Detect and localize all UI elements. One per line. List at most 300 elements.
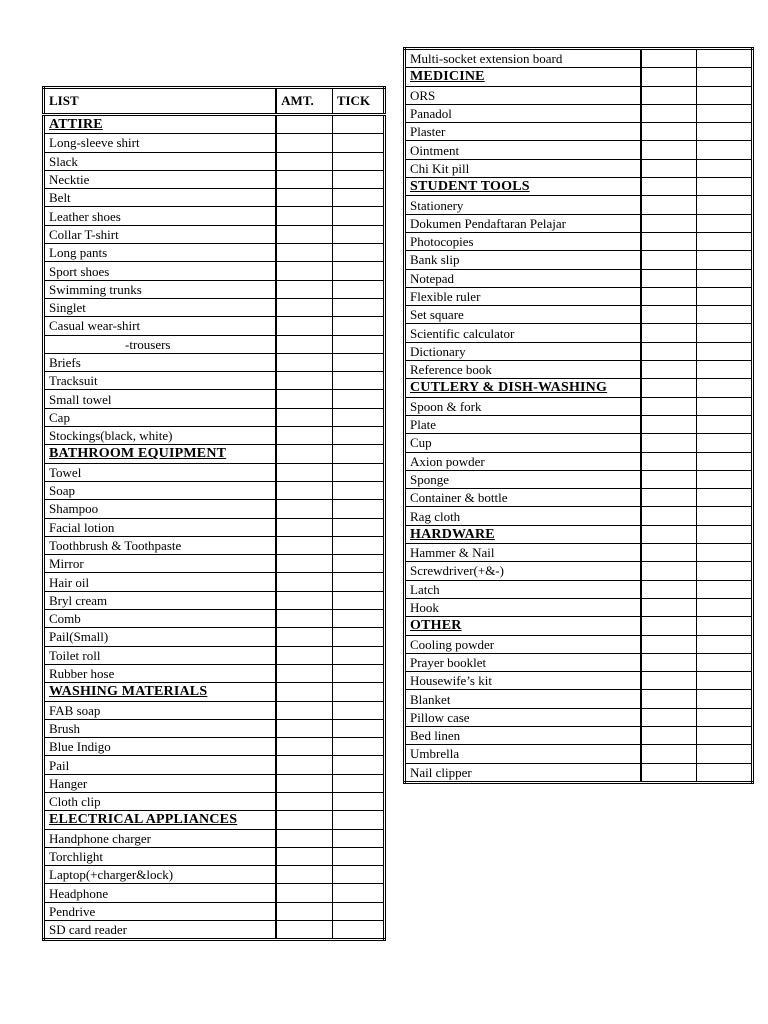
section-label: CUTLERY & DISH-WASHING: [405, 379, 641, 397]
tick-cell[interactable]: [697, 159, 753, 177]
item-row: [405, 507, 753, 525]
tick-cell[interactable]: [332, 189, 384, 207]
amount-cell[interactable]: [641, 159, 697, 177]
tick-cell[interactable]: [332, 847, 384, 865]
item-row: [405, 745, 753, 763]
tick-cell[interactable]: [697, 251, 753, 269]
amount-cell[interactable]: [641, 580, 697, 598]
item-label: Laptop(+charger&lock): [44, 866, 277, 884]
amount-cell[interactable]: [276, 280, 332, 298]
section-header-row: [44, 811, 385, 829]
amount-cell[interactable]: [641, 708, 697, 726]
item-row: [405, 763, 753, 782]
amount-cell[interactable]: [641, 672, 697, 690]
item-row: [405, 342, 753, 360]
item-row: [405, 159, 753, 177]
item-label: Long pants: [44, 244, 277, 262]
amount-cell[interactable]: [276, 408, 332, 426]
amount-cell[interactable]: [641, 544, 697, 562]
amount-cell[interactable]: [276, 591, 332, 609]
item-label: Leather shoes: [44, 207, 277, 225]
amount-cell[interactable]: [276, 244, 332, 262]
tick-cell[interactable]: [697, 708, 753, 726]
amount-cell[interactable]: [276, 463, 332, 481]
amount-cell[interactable]: [641, 68, 697, 86]
amount-cell[interactable]: [641, 562, 697, 580]
amount-cell[interactable]: [641, 726, 697, 744]
amount-cell[interactable]: [276, 390, 332, 408]
item-row: [44, 701, 385, 719]
tick-cell[interactable]: [332, 207, 384, 225]
amount-cell[interactable]: [641, 178, 697, 196]
item-row: [44, 518, 385, 536]
amount-cell[interactable]: [276, 207, 332, 225]
item-row: [44, 646, 385, 664]
tick-cell[interactable]: [332, 170, 384, 188]
item-row: [44, 170, 385, 188]
amount-cell[interactable]: [641, 251, 697, 269]
item-row: [44, 372, 385, 390]
section-label: HARDWARE: [405, 525, 641, 543]
tick-cell[interactable]: [332, 811, 384, 829]
item-label: Umbrella: [405, 745, 641, 763]
tick-cell[interactable]: [332, 335, 384, 353]
tick-cell[interactable]: [697, 745, 753, 763]
section-header-row: [405, 68, 753, 86]
amount-cell[interactable]: [276, 500, 332, 518]
tick-cell[interactable]: [332, 317, 384, 335]
item-label: Reference book: [405, 361, 641, 379]
section-header-row: [405, 617, 753, 635]
tick-cell[interactable]: [332, 829, 384, 847]
item-row: [44, 610, 385, 628]
tick-cell[interactable]: [697, 361, 753, 379]
item-label: Rag cloth: [405, 507, 641, 525]
amount-cell[interactable]: [276, 683, 332, 701]
tick-cell[interactable]: [332, 481, 384, 499]
tick-cell[interactable]: [332, 134, 384, 152]
section-label: STUDENT TOOLS: [405, 178, 641, 196]
section-header-row: [44, 115, 385, 134]
tick-cell[interactable]: [332, 262, 384, 280]
tick-cell[interactable]: [697, 397, 753, 415]
amount-cell[interactable]: [641, 123, 697, 141]
tick-cell[interactable]: [697, 544, 753, 562]
amount-cell[interactable]: [641, 745, 697, 763]
item-label: Flexible ruler: [405, 287, 641, 305]
item-label: Hanger: [44, 774, 277, 792]
tick-cell[interactable]: [697, 580, 753, 598]
amount-cell[interactable]: [641, 141, 697, 159]
tick-cell[interactable]: [697, 141, 753, 159]
tick-cell[interactable]: [332, 152, 384, 170]
item-row: [405, 708, 753, 726]
item-row: [405, 562, 753, 580]
tick-cell[interactable]: [697, 470, 753, 488]
item-label: Small towel: [44, 390, 277, 408]
amount-cell[interactable]: [641, 49, 697, 68]
amount-cell[interactable]: [276, 738, 332, 756]
item-label: Stationery: [405, 196, 641, 214]
tick-cell[interactable]: [332, 280, 384, 298]
item-row: [405, 361, 753, 379]
amount-cell[interactable]: [276, 774, 332, 792]
tick-cell[interactable]: [697, 324, 753, 342]
amount-cell[interactable]: [641, 452, 697, 470]
item-row: [405, 635, 753, 653]
tick-cell[interactable]: [332, 372, 384, 390]
amount-cell[interactable]: [641, 287, 697, 305]
amount-cell[interactable]: [276, 646, 332, 664]
item-label: Notepad: [405, 269, 641, 287]
item-row: [405, 415, 753, 433]
item-label: Headphone: [44, 884, 277, 902]
amount-cell[interactable]: [276, 847, 332, 865]
item-label: Axion powder: [405, 452, 641, 470]
item-row: [405, 287, 753, 305]
tick-cell[interactable]: [697, 672, 753, 690]
item-row: [405, 324, 753, 342]
tick-cell[interactable]: [332, 774, 384, 792]
item-row: [44, 628, 385, 646]
item-label: Towel: [44, 463, 277, 481]
item-row: [405, 434, 753, 452]
tick-cell[interactable]: [332, 591, 384, 609]
amount-cell[interactable]: [641, 598, 697, 616]
item-label: Toilet roll: [44, 646, 277, 664]
item-row: [44, 152, 385, 170]
amount-cell[interactable]: [641, 489, 697, 507]
left-checklist-table: [42, 86, 386, 941]
item-label: Cloth clip: [44, 792, 277, 810]
item-row: [44, 902, 385, 920]
amount-cell[interactable]: [641, 379, 697, 397]
tick-cell[interactable]: [332, 792, 384, 810]
tick-cell[interactable]: [697, 269, 753, 287]
tick-cell[interactable]: [332, 921, 384, 940]
tick-cell[interactable]: [332, 701, 384, 719]
section-header-row: [44, 683, 385, 701]
tick-cell[interactable]: [332, 353, 384, 371]
tick-cell[interactable]: [697, 653, 753, 671]
item-label: Brush: [44, 719, 277, 737]
amount-cell[interactable]: [276, 628, 332, 646]
amount-cell[interactable]: [276, 353, 332, 371]
item-label: Hammer & Nail: [405, 544, 641, 562]
amount-cell[interactable]: [641, 232, 697, 250]
item-row: [405, 123, 753, 141]
header-cell-amt: AMT.: [276, 88, 332, 115]
item-row: [405, 489, 753, 507]
tick-cell[interactable]: [332, 463, 384, 481]
item-row: [405, 690, 753, 708]
item-label: Casual wear-shirt: [44, 317, 277, 335]
tick-cell[interactable]: [697, 104, 753, 122]
tick-cell[interactable]: [332, 408, 384, 426]
item-label: Shampoo: [44, 500, 277, 518]
section-header-row: [405, 178, 753, 196]
item-label: Container & bottle: [405, 489, 641, 507]
section-header-row: [405, 525, 753, 543]
tick-cell[interactable]: [332, 610, 384, 628]
item-label: Comb: [44, 610, 277, 628]
tick-cell[interactable]: [332, 518, 384, 536]
item-label: Swimming trunks: [44, 280, 277, 298]
item-label: Plaster: [405, 123, 641, 141]
item-row: [44, 207, 385, 225]
tick-cell[interactable]: [697, 562, 753, 580]
amount-cell[interactable]: [276, 701, 332, 719]
amount-cell[interactable]: [276, 829, 332, 847]
tick-cell[interactable]: [332, 628, 384, 646]
item-label: Cup: [405, 434, 641, 452]
amount-cell[interactable]: [641, 434, 697, 452]
amount-cell[interactable]: [641, 397, 697, 415]
item-label: Screwdriver(+&-): [405, 562, 641, 580]
item-row: [405, 49, 753, 68]
item-label: Hook: [405, 598, 641, 616]
item-row: [405, 141, 753, 159]
tick-cell[interactable]: [697, 306, 753, 324]
item-row: [44, 481, 385, 499]
item-row: [44, 298, 385, 316]
amount-cell[interactable]: [641, 306, 697, 324]
item-label: Bryl cream: [44, 591, 277, 609]
tick-cell[interactable]: [332, 646, 384, 664]
amount-cell[interactable]: [641, 635, 697, 653]
tick-cell[interactable]: [332, 445, 384, 463]
item-label: Briefs: [44, 353, 277, 371]
amount-cell[interactable]: [641, 415, 697, 433]
amount-cell[interactable]: [276, 719, 332, 737]
amount-cell[interactable]: [276, 445, 332, 463]
item-row: [405, 598, 753, 616]
tick-cell[interactable]: [697, 763, 753, 782]
amount-cell[interactable]: [641, 763, 697, 782]
amount-cell[interactable]: [276, 170, 332, 188]
item-label: Blue Indigo: [44, 738, 277, 756]
section-label: MEDICINE: [405, 68, 641, 86]
item-row: [405, 452, 753, 470]
item-row: [44, 134, 385, 152]
tick-cell[interactable]: [697, 690, 753, 708]
tick-cell[interactable]: [697, 178, 753, 196]
header-row: [44, 88, 385, 115]
amount-cell[interactable]: [641, 507, 697, 525]
item-label: Latch: [405, 580, 641, 598]
amount-cell[interactable]: [276, 298, 332, 316]
tick-cell[interactable]: [332, 115, 384, 134]
tick-cell[interactable]: [697, 232, 753, 250]
item-label: Pail: [44, 756, 277, 774]
amount-cell[interactable]: [641, 269, 697, 287]
tick-cell[interactable]: [332, 664, 384, 682]
item-row: [44, 573, 385, 591]
amount-cell[interactable]: [276, 884, 332, 902]
item-row: [44, 244, 385, 262]
tick-cell[interactable]: [697, 525, 753, 543]
amount-cell[interactable]: [641, 361, 697, 379]
item-label: Facial lotion: [44, 518, 277, 536]
amount-cell[interactable]: [276, 756, 332, 774]
tick-cell[interactable]: [697, 287, 753, 305]
tick-cell[interactable]: [332, 427, 384, 445]
item-label: Dictionary: [405, 342, 641, 360]
tick-cell[interactable]: [697, 86, 753, 104]
item-row: [44, 847, 385, 865]
item-label: Necktie: [44, 170, 277, 188]
tick-cell[interactable]: [697, 415, 753, 433]
item-row: [44, 335, 385, 353]
amount-cell[interactable]: [276, 921, 332, 940]
item-label: Cooling powder: [405, 635, 641, 653]
item-label: Soap: [44, 481, 277, 499]
tick-cell[interactable]: [332, 555, 384, 573]
amount-cell[interactable]: [276, 811, 332, 829]
tick-cell[interactable]: [697, 379, 753, 397]
item-label: Cap: [44, 408, 277, 426]
amount-cell[interactable]: [641, 653, 697, 671]
tick-cell[interactable]: [697, 507, 753, 525]
item-row: [44, 262, 385, 280]
tick-cell[interactable]: [697, 214, 753, 232]
amount-cell[interactable]: [276, 902, 332, 920]
item-label: Belt: [44, 189, 277, 207]
amount-cell[interactable]: [276, 573, 332, 591]
item-row: [44, 792, 385, 810]
item-row: [405, 214, 753, 232]
tick-cell[interactable]: [332, 573, 384, 591]
tick-cell[interactable]: [332, 719, 384, 737]
item-row: [44, 829, 385, 847]
tick-cell[interactable]: [697, 68, 753, 86]
item-row: [44, 280, 385, 298]
item-label: Pail(Small): [44, 628, 277, 646]
amount-cell[interactable]: [276, 115, 332, 134]
amount-cell[interactable]: [276, 317, 332, 335]
item-row: [44, 774, 385, 792]
amount-cell[interactable]: [276, 152, 332, 170]
item-row: [405, 580, 753, 598]
amount-cell[interactable]: [641, 214, 697, 232]
amount-cell[interactable]: [276, 225, 332, 243]
amount-cell[interactable]: [276, 372, 332, 390]
item-row: [405, 726, 753, 744]
tick-cell[interactable]: [332, 756, 384, 774]
amount-cell[interactable]: [641, 86, 697, 104]
amount-cell[interactable]: [276, 335, 332, 353]
section-label: ATTIRE: [44, 115, 277, 134]
tick-cell[interactable]: [332, 902, 384, 920]
section-header-row: [44, 445, 385, 463]
amount-cell[interactable]: [276, 555, 332, 573]
item-row: [405, 86, 753, 104]
amount-cell[interactable]: [641, 324, 697, 342]
tick-cell[interactable]: [332, 390, 384, 408]
tick-cell[interactable]: [697, 617, 753, 635]
tick-cell[interactable]: [697, 434, 753, 452]
item-row: [44, 390, 385, 408]
amount-cell[interactable]: [276, 518, 332, 536]
tick-cell[interactable]: [332, 244, 384, 262]
item-label: Blanket: [405, 690, 641, 708]
item-label: ORS: [405, 86, 641, 104]
item-row: [44, 536, 385, 554]
amount-cell[interactable]: [641, 342, 697, 360]
tick-cell[interactable]: [697, 123, 753, 141]
amount-cell[interactable]: [641, 617, 697, 635]
item-row: [44, 591, 385, 609]
item-row: [405, 269, 753, 287]
item-row: [405, 104, 753, 122]
tick-cell[interactable]: [332, 500, 384, 518]
item-label: Toothbrush & Toothpaste: [44, 536, 277, 554]
tick-cell[interactable]: [332, 683, 384, 701]
item-row: [44, 353, 385, 371]
amount-cell[interactable]: [641, 104, 697, 122]
tick-cell[interactable]: [332, 225, 384, 243]
item-label: Rubber hose: [44, 664, 277, 682]
item-label: Dokumen Pendaftaran Pelajar: [405, 214, 641, 232]
tick-cell[interactable]: [697, 598, 753, 616]
amount-cell[interactable]: [276, 792, 332, 810]
item-label: Bank slip: [405, 251, 641, 269]
amount-cell[interactable]: [641, 690, 697, 708]
amount-cell[interactable]: [276, 664, 332, 682]
item-row: [44, 500, 385, 518]
amount-cell[interactable]: [276, 481, 332, 499]
item-row: [44, 719, 385, 737]
item-row: [405, 470, 753, 488]
item-label: Ointment: [405, 141, 641, 159]
amount-cell[interactable]: [641, 196, 697, 214]
item-label: Pillow case: [405, 708, 641, 726]
item-label: Bed linen: [405, 726, 641, 744]
amount-cell[interactable]: [276, 262, 332, 280]
tick-cell[interactable]: [332, 536, 384, 554]
tick-cell[interactable]: [697, 49, 753, 68]
tick-cell[interactable]: [332, 884, 384, 902]
tick-cell[interactable]: [697, 726, 753, 744]
tick-cell[interactable]: [697, 489, 753, 507]
amount-cell[interactable]: [276, 189, 332, 207]
item-label: Housewife’s kit: [405, 672, 641, 690]
tick-cell[interactable]: [697, 635, 753, 653]
amount-cell[interactable]: [276, 536, 332, 554]
tick-cell[interactable]: [697, 342, 753, 360]
section-label: OTHER: [405, 617, 641, 635]
item-label: Panadol: [405, 104, 641, 122]
item-label: Hair oil: [44, 573, 277, 591]
amount-cell[interactable]: [276, 134, 332, 152]
amount-cell[interactable]: [641, 470, 697, 488]
tick-cell[interactable]: [697, 452, 753, 470]
tick-cell[interactable]: [332, 298, 384, 316]
item-label: Photocopies: [405, 232, 641, 250]
tick-cell[interactable]: [697, 196, 753, 214]
tick-cell[interactable]: [332, 738, 384, 756]
item-label: Mirror: [44, 555, 277, 573]
tick-cell[interactable]: [332, 866, 384, 884]
item-row: [405, 544, 753, 562]
item-row: [405, 653, 753, 671]
item-label: Plate: [405, 415, 641, 433]
amount-cell[interactable]: [276, 866, 332, 884]
amount-cell[interactable]: [276, 427, 332, 445]
amount-cell[interactable]: [276, 610, 332, 628]
item-label: Scientific calculator: [405, 324, 641, 342]
amount-cell[interactable]: [641, 525, 697, 543]
